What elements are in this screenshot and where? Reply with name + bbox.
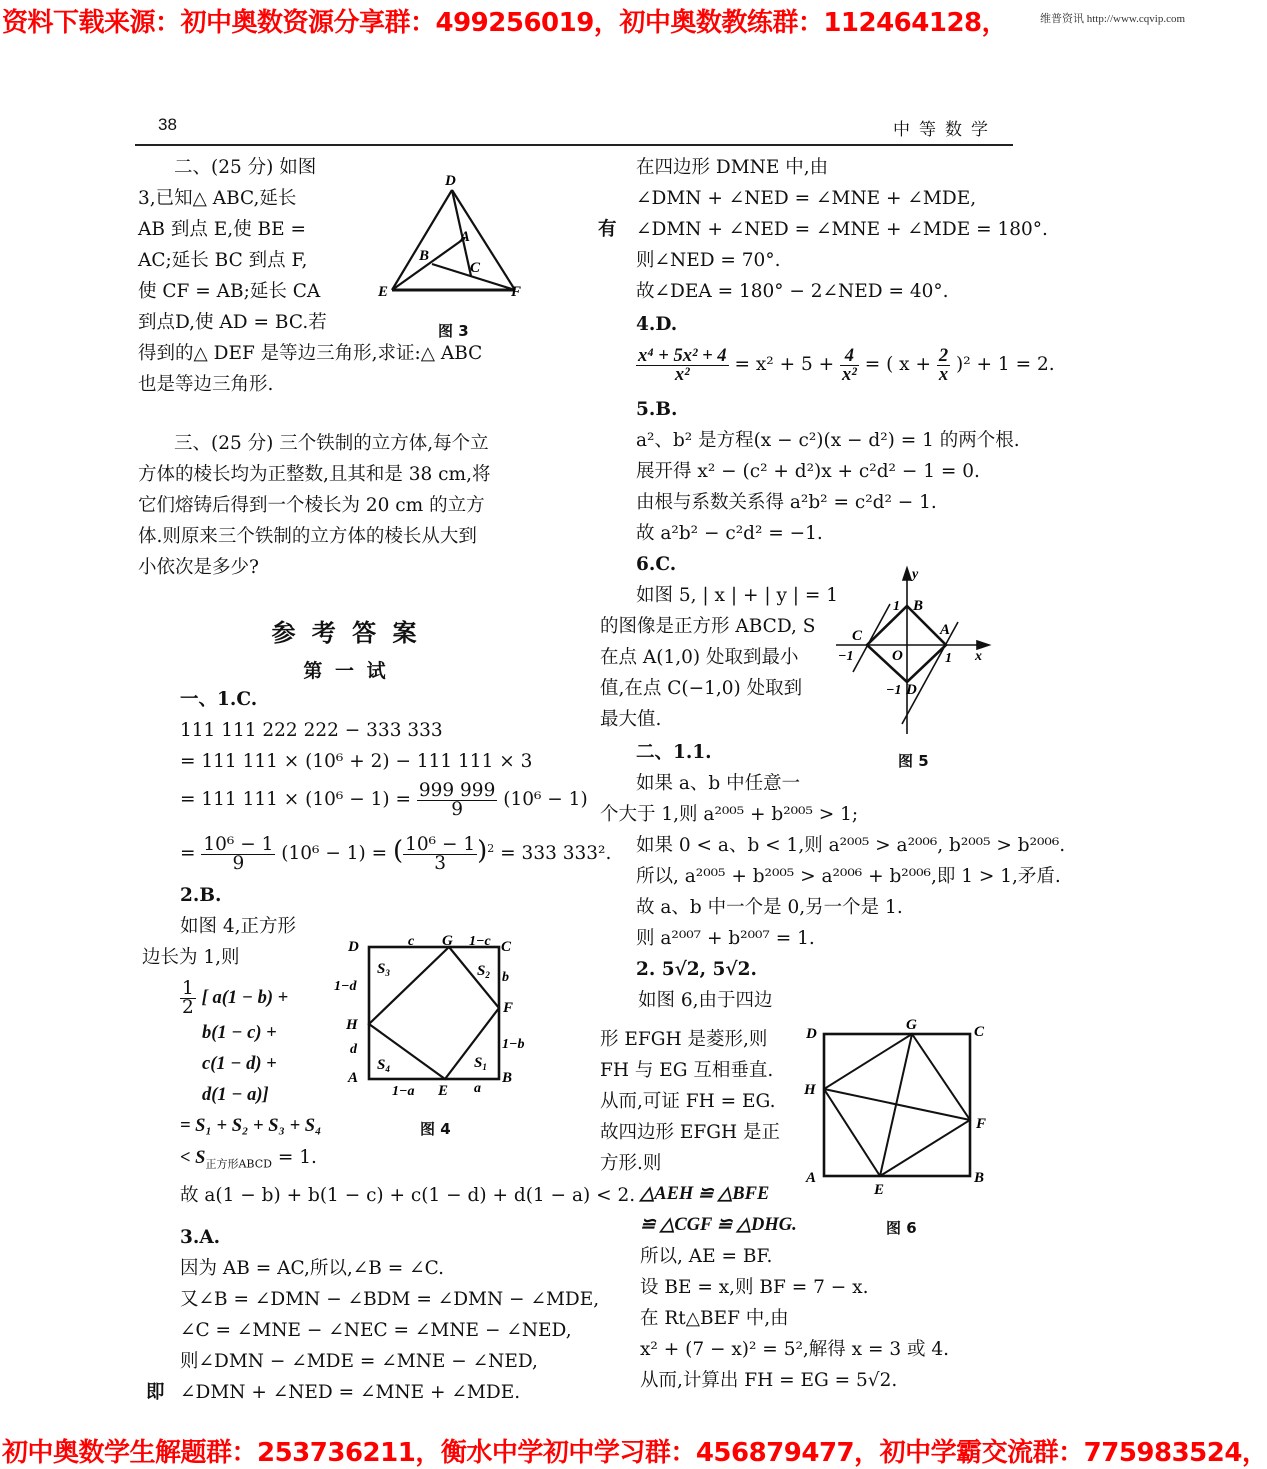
bottom-banner: 初中奥数学生解题群：253736211，衡水中学初中学习群：456879477，初中学霸交流群：775983524， <box>2 1438 1267 1468</box>
text-line: AC;延长 BC 到点 F, <box>138 250 308 271</box>
answer-2-line <box>142 942 240 973</box>
text-line: 如图 4,正方形 <box>180 916 297 937</box>
figure-6-diagram <box>800 1012 1000 1197</box>
fraction: $\frac{4}{\text{x²}}$ <box>842 345 857 385</box>
text-line: 体.则原来三个铁制的立方体的棱长从大到 <box>138 526 477 547</box>
math-line: = 111 111 × (10⁶ − 1) = $\frac{999 999}{9}$ (10⁶ − 1) <box>180 779 588 820</box>
figure-3-diagram <box>375 168 535 308</box>
figure-3-caption: 图 3 <box>438 322 469 340</box>
math-line: ≌ △CGF ≌ △DHG. <box>640 1215 797 1235</box>
math-line: c(1 − d) + <box>202 1054 277 1074</box>
math-line: △AEH ≌ △BFE <box>640 1184 770 1204</box>
svg-text:d: d <box>350 1042 357 1057</box>
svg-text:y: y <box>912 567 919 582</box>
text-line: 在点 A(1,0) 处取到最小 <box>600 647 799 668</box>
answer-label: 一、1.C. <box>180 689 258 710</box>
text-line: 的图像是正方形 ABCD, S <box>600 616 816 637</box>
svg-text:x: x <box>975 649 982 664</box>
math-line: 则∠DMN − ∠MDE = ∠MNE − ∠NED, <box>180 1351 538 1372</box>
answer-b2-cont <box>640 1179 949 1396</box>
svg-text:b: b <box>502 970 509 985</box>
text-line: 方体的棱长均为正整数,且其和是 38 cm,将 <box>138 464 491 485</box>
svg-text:F: F <box>976 1116 987 1132</box>
page-number: 38 <box>158 115 177 134</box>
svg-text:1−d: 1−d <box>334 979 357 994</box>
math-line: 故 a(1 − b) + b(1 − c) + c(1 − d) + d(1 − a) < 2. <box>180 1184 636 1206</box>
math-line: a²、b² 是方程(x − c²)(x − d²) = 1 的两个根. <box>636 430 1020 451</box>
svg-text:A: A <box>940 622 951 638</box>
svg-text:F: F <box>503 1000 514 1016</box>
answer-1 <box>180 684 611 875</box>
answer-label: 6.C. <box>636 554 677 575</box>
text-line: 从而,可证 FH = EG. <box>600 1091 776 1112</box>
answer-3 <box>180 1222 599 1408</box>
svg-text:C: C <box>470 260 481 276</box>
math-line: 展开得 x² − (c² + d²)x + c²d² − 1 = 0. <box>636 461 980 482</box>
math-line: = S₁ + S₂ + S₃ + S₄ <box>180 1116 322 1136</box>
text-line: 值,在点 C(−1,0) 处取到 <box>600 678 803 699</box>
text-line: AB 到点 E,使 BE = <box>138 219 306 240</box>
math-line: ∠DMN + ∠NED = ∠MNE + ∠MDE. <box>180 1382 521 1403</box>
text-line: FH 与 EG 互相垂直. <box>600 1060 774 1081</box>
answer-5 <box>636 394 1020 549</box>
svg-text:H: H <box>804 1082 816 1098</box>
svg-text:C: C <box>974 1024 985 1040</box>
header-rule <box>135 144 1013 146</box>
svg-text:H: H <box>346 1017 358 1033</box>
answer-label: 2.B. <box>180 885 222 906</box>
svg-text:B: B <box>419 248 430 264</box>
answer-6-text <box>600 611 815 735</box>
math-line: d(1 − a)] <box>202 1085 269 1105</box>
fraction: $\frac{2}{x}$ <box>938 345 949 385</box>
math-line: 则∠NED = 70°. <box>636 250 781 271</box>
figure-5-caption: 图 5 <box>898 752 929 770</box>
svg-text:A: A <box>460 229 471 245</box>
text-line: 边长为 1,则 <box>142 947 240 968</box>
math-line: $\frac{1}{2}$ [ a(1 − b) + <box>182 977 289 1018</box>
svg-text:E: E <box>438 1083 449 1099</box>
svg-text:1−a: 1−a <box>392 1084 415 1099</box>
question-3 <box>138 428 490 583</box>
svg-text:G: G <box>442 933 453 949</box>
figure-4-diagram <box>332 925 542 1099</box>
svg-text:F: F <box>511 284 522 300</box>
answer-4 <box>636 309 1055 390</box>
math-line: 111 111 222 222 − 333 333 <box>180 720 443 741</box>
text-line: 形 EFGH 是菱形,则 <box>600 1029 768 1050</box>
text-line: 最大值. <box>600 709 662 730</box>
fraction: $\frac{\text{x⁴ + 5x² + 4}}{\text{x²}}$ <box>638 345 727 385</box>
math-line: 故∠DEA = 180° − 2∠NED = 40°. <box>636 281 949 302</box>
svg-text:O: O <box>892 648 903 664</box>
svg-text:S2: $S_2$ <box>477 963 490 980</box>
svg-text:D: D <box>348 939 359 955</box>
math-line: 故 a²b² − c²d² = −1. <box>636 523 823 544</box>
text-line: 二、(25 分) 如图 <box>174 157 317 178</box>
text-line: 小依次是多少? <box>138 557 259 578</box>
answer-3-continued <box>636 152 1048 307</box>
math-line: < $S_{正方形ABCD} = 1$. <box>180 1147 317 1171</box>
math-line: $\frac{\text{x⁴ + 5x² + 4}}{\text{x²}}$ = x² + 5 + $\frac{4}{\text{x²}}$ = ( x + $\frac{2}{x}$ )² + 1 = 2. <box>638 345 1055 385</box>
svg-text:1: 1 <box>893 599 900 614</box>
math-line: ∠C = ∠MNE − ∠NEC = ∠MNE − ∠NED, <box>180 1320 572 1341</box>
fraction-half: $\frac{1}{2}$ <box>182 977 194 1018</box>
svg-text:D: D <box>806 1026 817 1042</box>
fraction: $\frac{\text{10⁶ − 1}}{9}$ <box>203 833 274 874</box>
svg-text:C: C <box>501 939 512 955</box>
math-line: b(1 − c) + <box>202 1023 277 1043</box>
math-line: 故 a、b 中一个是 0,另一个是 1. <box>636 897 903 918</box>
svg-text:A: A <box>806 1170 817 1186</box>
math-line: 设 BE = x,则 BF = 7 − x. <box>640 1277 869 1298</box>
math-line: 所以, a²⁰⁰⁵ + b²⁰⁰⁵ > a²⁰⁰⁶ + b²⁰⁰⁶,即 1 > 1,矛盾. <box>636 866 1061 887</box>
math-line: 在 Rt△BEF 中,由 <box>640 1308 789 1329</box>
svg-text:S3: $S_3$ <box>377 961 390 978</box>
math-line: x² + (7 − x)² = 5²,解得 x = 3 或 4. <box>640 1339 950 1360</box>
math-line: ∠DMN + ∠NED = ∠MNE + ∠MDE, <box>636 188 977 209</box>
math-line: 个大于 1,则 a²⁰⁰⁵ + b²⁰⁰⁵ > 1; <box>600 804 859 825</box>
answer-b1-text <box>600 799 858 830</box>
svg-text:C: C <box>852 628 863 644</box>
svg-text:1: 1 <box>945 651 952 666</box>
text-line: 三、(25 分) 三个铁制的立方体,每个立 <box>174 433 489 454</box>
svg-text:a: a <box>474 1081 481 1096</box>
math-line: = $\frac{\text{10⁶ − 1}}{9}$ (10⁶ − 1) = ( $\frac{\text{10⁶ − 1}}{3}$ )$^2$ = 333 333². <box>180 833 612 874</box>
answer-b1 <box>636 737 800 799</box>
svg-text:B: B <box>974 1170 985 1186</box>
text-line: 到点D,使 AD = BC.若 <box>138 312 327 333</box>
text-line: 如图 5, | x | + | y | = 1 <box>636 585 839 606</box>
text-line: 3,已知△ ABC,延长 <box>138 188 297 209</box>
text-line: 如果 a、b 中任意一 <box>636 773 801 794</box>
svg-text:B: B <box>502 1070 513 1086</box>
math-line: = 111 111 × (10⁶ + 2) − 111 111 × 3 <box>180 751 533 772</box>
math-line: 因为 AB = AC,所以,∠B = ∠C. <box>180 1258 444 1279</box>
answer-6 <box>636 549 838 611</box>
svg-text:E: E <box>378 284 389 300</box>
figure-4-caption: 图 4 <box>420 1120 451 1138</box>
answers-title: 参 考 答 案 <box>271 619 421 647</box>
svg-text:B: B <box>913 598 924 614</box>
math-line: 从而,计算出 FH = EG = 5√2. <box>640 1370 898 1391</box>
svg-text:D: D <box>906 682 917 698</box>
figure-5-diagram <box>830 562 1000 737</box>
svg-text:c: c <box>408 934 415 949</box>
answer-label: 5.B. <box>636 399 678 420</box>
math-line: 如果 0 < a、b < 1,则 a²⁰⁰⁵ > a²⁰⁰⁶, b²⁰⁰⁵ > b²⁰⁰⁶. <box>636 835 1066 856</box>
svg-text:1−b: 1−b <box>502 1037 525 1052</box>
math-line: 又∠B = ∠DMN − ∠BDM = ∠DMN − ∠MDE, <box>180 1289 600 1310</box>
text-line: 如图 6,由于四边 <box>638 990 773 1011</box>
answer-b2-text <box>600 1024 780 1179</box>
answer-label: 二、1.1. <box>636 742 712 763</box>
text-line: 故四边形 EFGH 是正 <box>600 1122 781 1143</box>
svg-text:−1: −1 <box>838 649 854 664</box>
top-banner: 资料下载来源：初中奥数资源分享群：499256019，初中奥数教练群：112464128， <box>2 8 1008 38</box>
svg-text:D: D <box>445 173 456 189</box>
svg-text:S1: $S_1$ <box>474 1055 487 1072</box>
text-line: 得到的△ DEF 是等边三角形,求证:△ ABC <box>138 343 483 364</box>
svg-text:S4: $S_4$ <box>377 1057 390 1074</box>
answer-2 <box>180 880 296 942</box>
svg-text:E: E <box>874 1182 885 1198</box>
journal-title: 中等数学 <box>893 120 997 140</box>
prefix-ji: 即 <box>146 1382 165 1403</box>
math-line: ∠DMN + ∠NED = ∠MNE + ∠MDE = 180°. <box>636 219 1048 240</box>
answer-label: 4.D. <box>636 314 678 335</box>
svg-text:G: G <box>906 1017 917 1033</box>
prefix-you: 有 <box>598 219 617 240</box>
figure-6-caption: 图 6 <box>886 1219 917 1237</box>
answer-label: 2. 5√2, 5√2. <box>636 959 757 980</box>
math-line: 则 a²⁰⁰⁷ + b²⁰⁰⁷ = 1. <box>636 928 815 949</box>
fraction: $\frac{999 999}{9}$ <box>418 779 496 820</box>
answer-b1-cont <box>636 830 1065 1016</box>
math-line: 由根与系数关系得 a²b² = c²d² − 1. <box>636 492 937 513</box>
math-line: 在四边形 DMNE 中,由 <box>636 157 829 178</box>
svg-text:A: A <box>348 1070 359 1086</box>
answer-label: 3.A. <box>180 1227 221 1248</box>
section-title: 第 一 试 <box>303 660 389 682</box>
math-line: 所以, AE = BF. <box>640 1246 773 1267</box>
svg-text:1−c: 1−c <box>469 934 491 949</box>
site-credit: 维普资讯 http://www.cqvip.com <box>1040 13 1186 25</box>
text-line: 使 CF = AB;延长 CA <box>138 281 321 302</box>
text-line: 它们熔铸后得到一个棱长为 20 cm 的立方 <box>138 495 485 516</box>
fraction: $\frac{\text{10⁶ − 1}}{3}$ <box>405 833 476 874</box>
svg-text:−1: −1 <box>886 683 902 698</box>
text-line: 也是等边三角形. <box>138 374 274 395</box>
text-line: 方形.则 <box>600 1153 662 1174</box>
